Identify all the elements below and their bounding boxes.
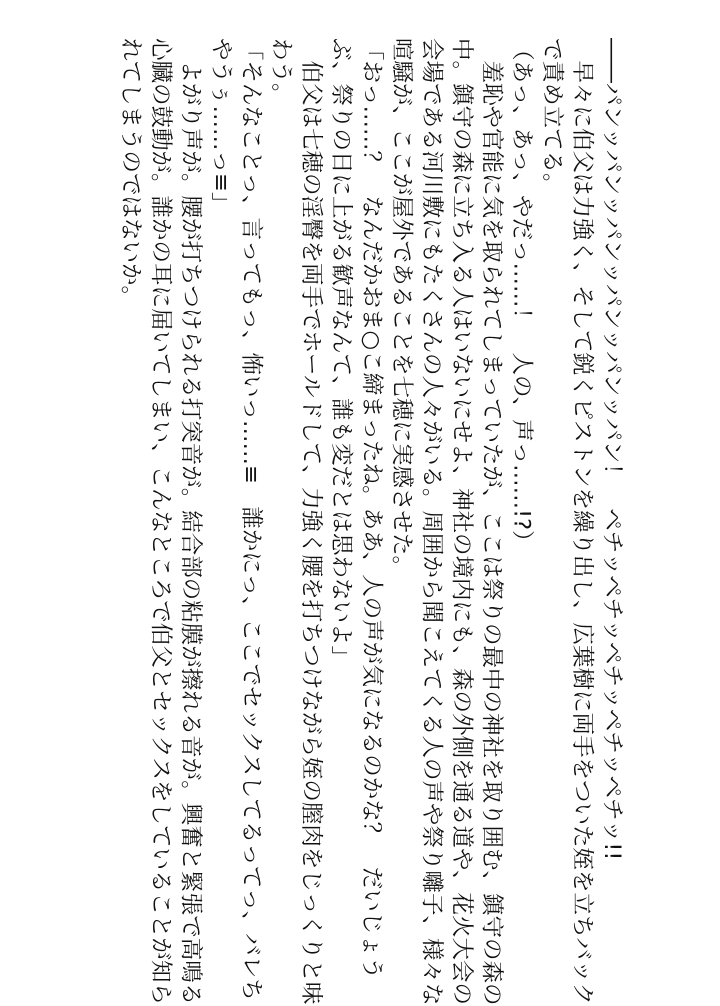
text-line: れてしまうのではないか。	[117, 38, 144, 309]
text-line: ――パンッパンッパンッパンッパンッパン！ ペチッペチッペチッペチッペチッ!!	[599, 38, 625, 861]
document-page	[115, 38, 627, 1006]
text-line: やうぅ……っ≡」	[207, 38, 234, 215]
text-line: 早々に伯父は力強く、そして鋭くピストンを繰り出し、広葉樹に両手をついた姪を立ちバック	[568, 38, 595, 1006]
text-line: 喧騒が、ここが屋外であることを七穂に実感させた。	[388, 38, 415, 579]
text-line: で責め立てる。	[538, 38, 565, 196]
text-line: 「そんなことっ、言ってもっ、怖いっ……≡ 誰かにっ、ここでセックスしてるってっ、バレち	[237, 38, 264, 1001]
text-line: 「おっ……？ なんだかおま○こ締まったね。ああ、人の声が気になるのかな？ だいじょう	[358, 38, 385, 980]
text-line: 羞恥や官能に気を取られてしまっていたが、ここは祭りの最中の神社を取り囲む、鎮守の森の	[478, 38, 505, 1006]
text-line: ぶ、祭りの日に上がる歓声なんて、誰も変だとは思わないよ」	[328, 38, 355, 669]
text-line: よがり声が。腰が打ちつけられる打突音が。結合部の粘膜が擦れる音が。興奮と緊張で高鳴る	[177, 38, 204, 1006]
text-line: わう。	[267, 38, 294, 106]
text-line: 会場である河川敷にもたくさんの人々がいる。周囲から聞こえてくる人の声や祭り囃子、様々な	[418, 38, 445, 1006]
text-line: （あっ、あっ、やだっ……！ 人の、声っ……!?）	[508, 38, 535, 553]
text-line: 伯父は七穂の淫臀を両手でホールドして、力強く腰を打ちつけながら姪の膣肉をじっくりと味	[298, 38, 325, 1005]
text-line: 中。鎮守の森に立ち入る人はいないにせよ、神社の境内にも、森の外側を通る道や、花火大会の	[448, 38, 475, 1006]
text-line: 心臓の鼓動が。誰かの耳に届いてしまい、こんなところで伯父とセックスをしていることが知ら	[147, 38, 174, 1006]
